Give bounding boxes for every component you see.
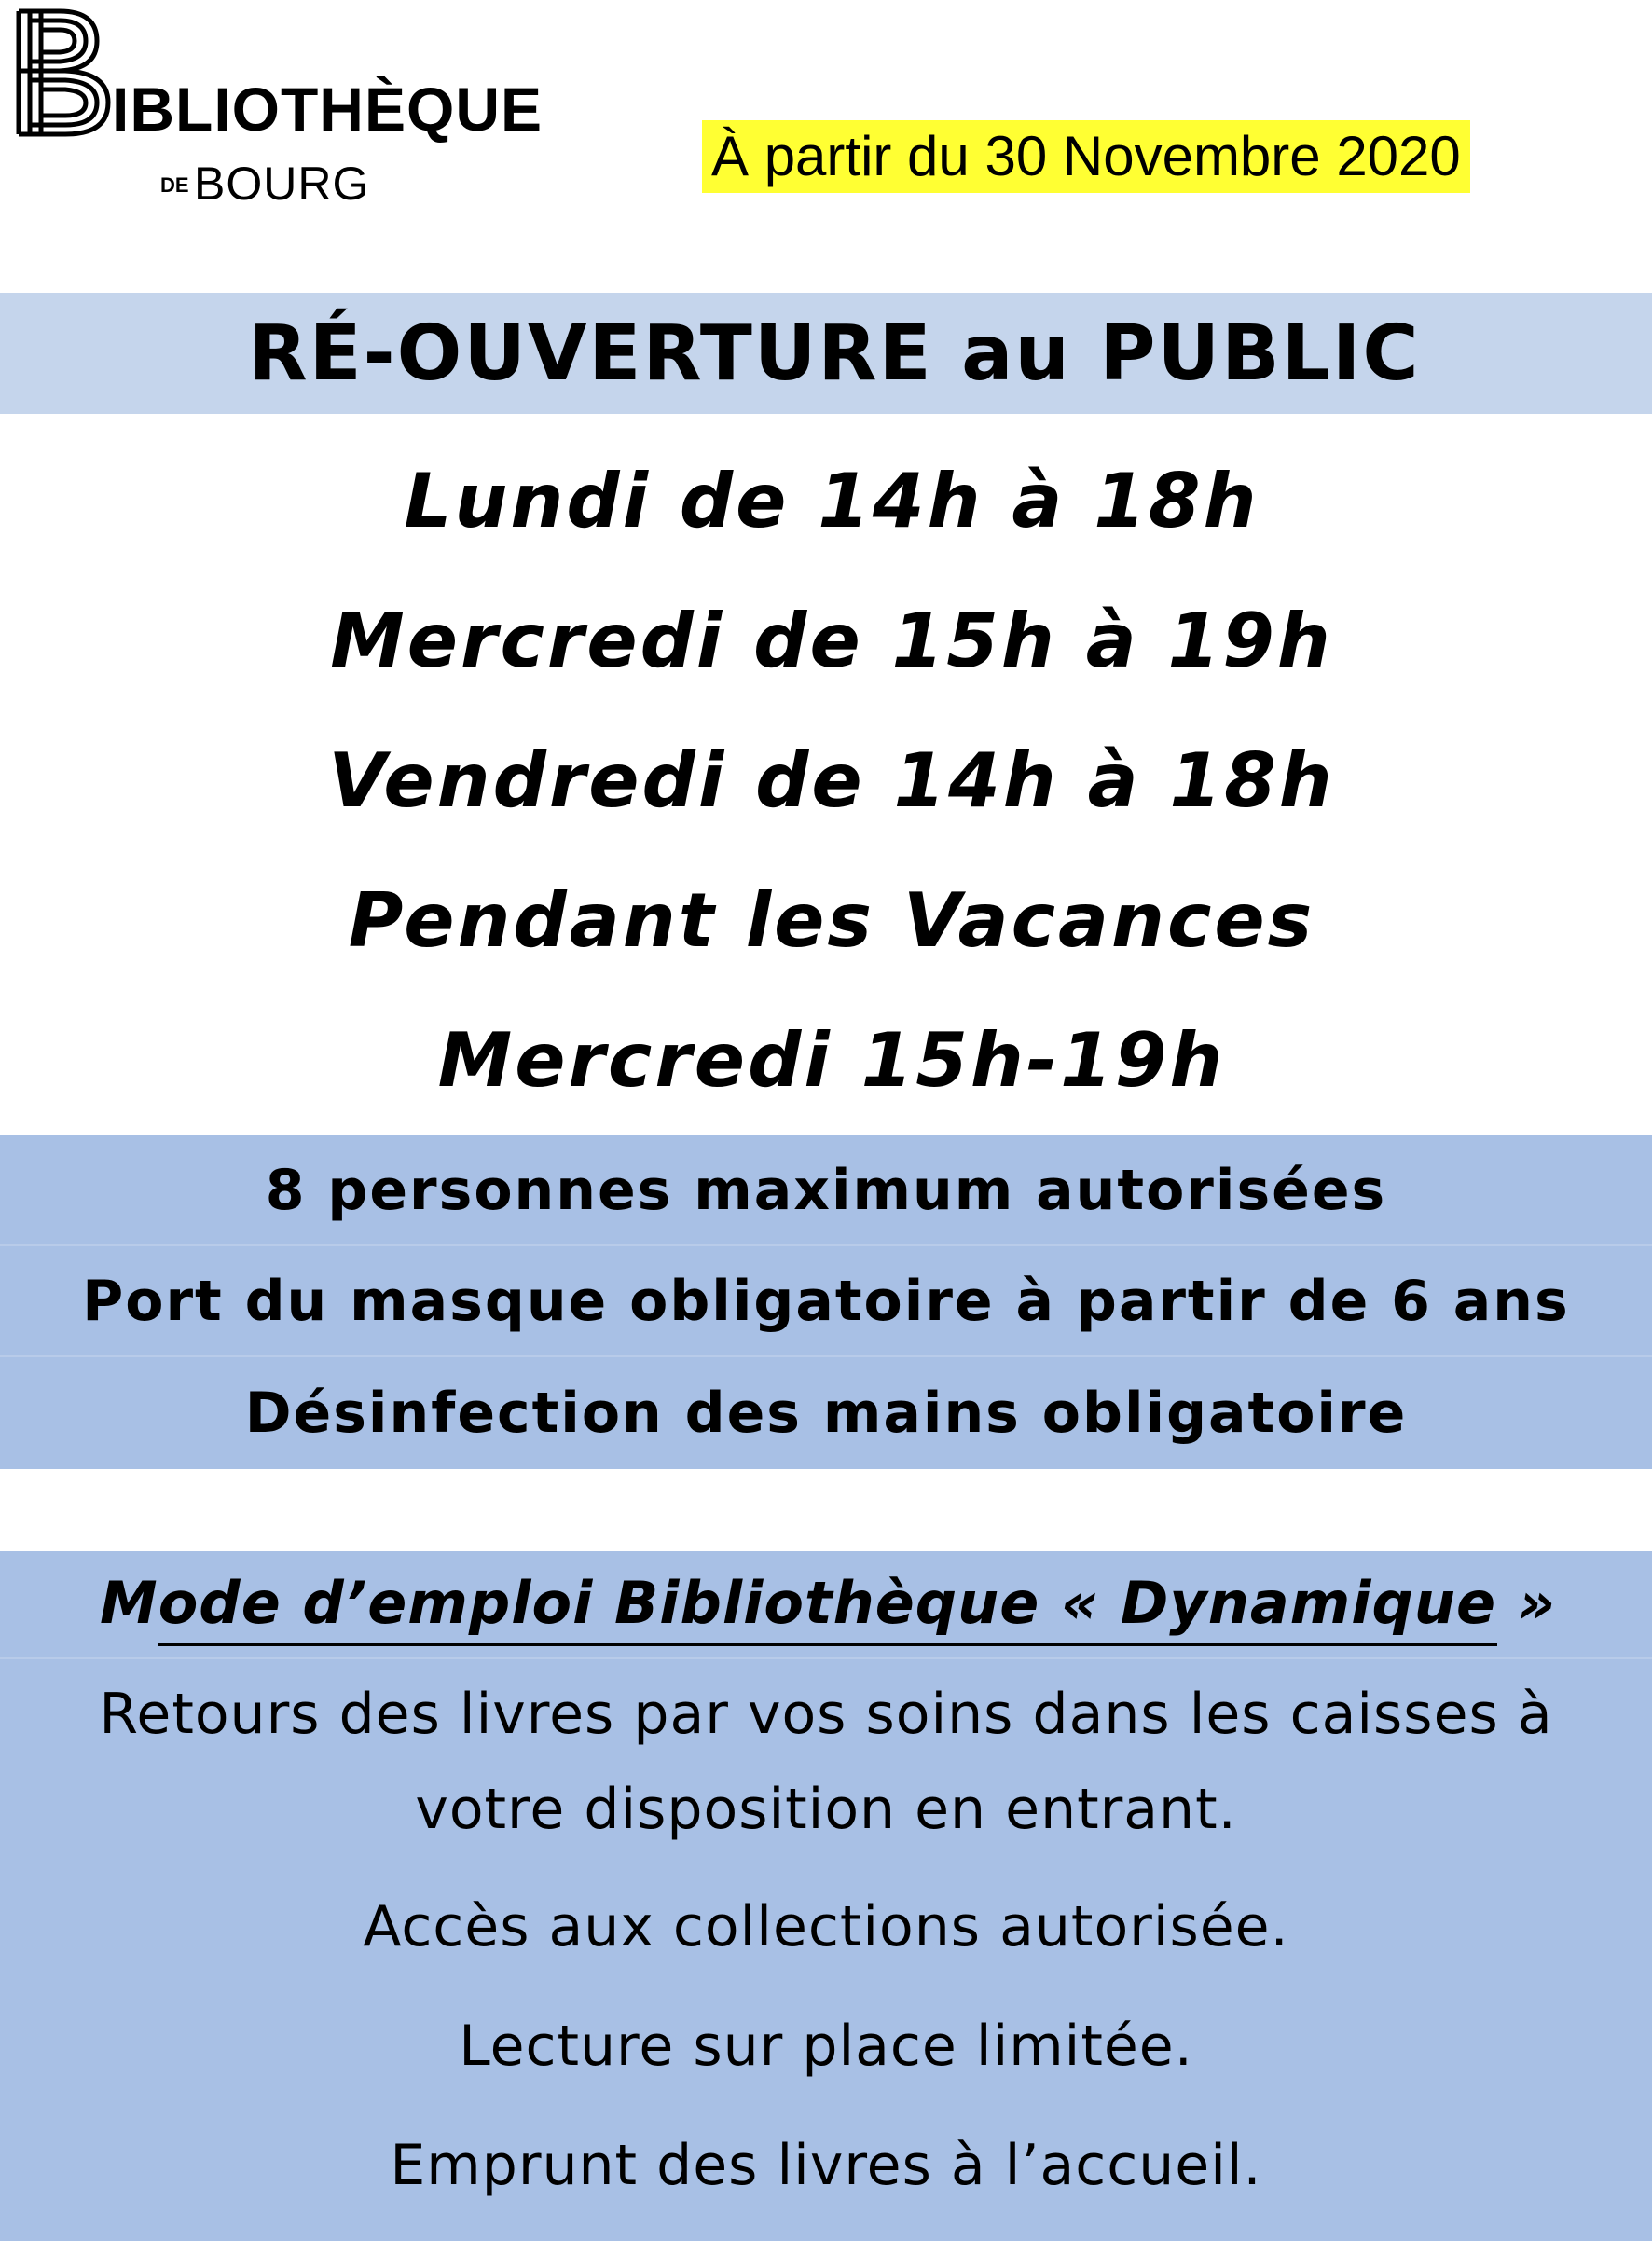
instruction-line: Lecture sur place limitée.: [459, 2014, 1193, 2079]
schedule-line: Mercredi de 15h à 19h: [330, 597, 1333, 684]
instructions-block: [0, 1551, 1652, 2241]
rule-line: 8 personnes maximum autorisées: [0, 1135, 1652, 1246]
instruction-line: votre disposition en entrant.: [415, 1777, 1237, 1842]
rule-line: Port du masque obligatoire à partir de 6 ans: [0, 1246, 1652, 1357]
logo-de-text: DE: [160, 173, 189, 197]
logo-graphic: [11, 7, 561, 213]
instructions-title: Mode d’emploi Bibliothèque « Dynamique »: [158, 1562, 1497, 1646]
reopening-banner: [0, 293, 1652, 414]
instruction-line: Accès aux collections autorisée.: [363, 1894, 1289, 1959]
library-logo: [11, 7, 561, 213]
rules-block: [0, 1135, 1652, 1469]
instruction-line: Retours des livres par vos soins dans les caisses à: [99, 1682, 1553, 1747]
schedule-line: Lundi de 14h à 18h: [404, 457, 1260, 544]
instructions-header: [0, 1551, 1652, 1659]
logo-name-text: IBLIOTHÈQUE: [112, 75, 544, 144]
rule-line: Désinfection des mains obligatoire: [244, 1380, 1408, 1446]
banner-title: RÉ-OUVERTURE au PUBLIC: [248, 309, 1421, 398]
instruction-line: Emprunt des livres à l’accueil.: [390, 2133, 1262, 2198]
schedule-line: Mercredi 15h-19h: [437, 1016, 1226, 1104]
opening-hours: [0, 431, 1652, 1130]
date-notice: À partir du 30 Novembre 2020: [702, 120, 1470, 193]
schedule-line: Vendredi de 14h à 18h: [328, 736, 1335, 824]
logo-town-text: BOURG: [194, 158, 370, 210]
schedule-line: Pendant les Vacances: [348, 876, 1315, 964]
